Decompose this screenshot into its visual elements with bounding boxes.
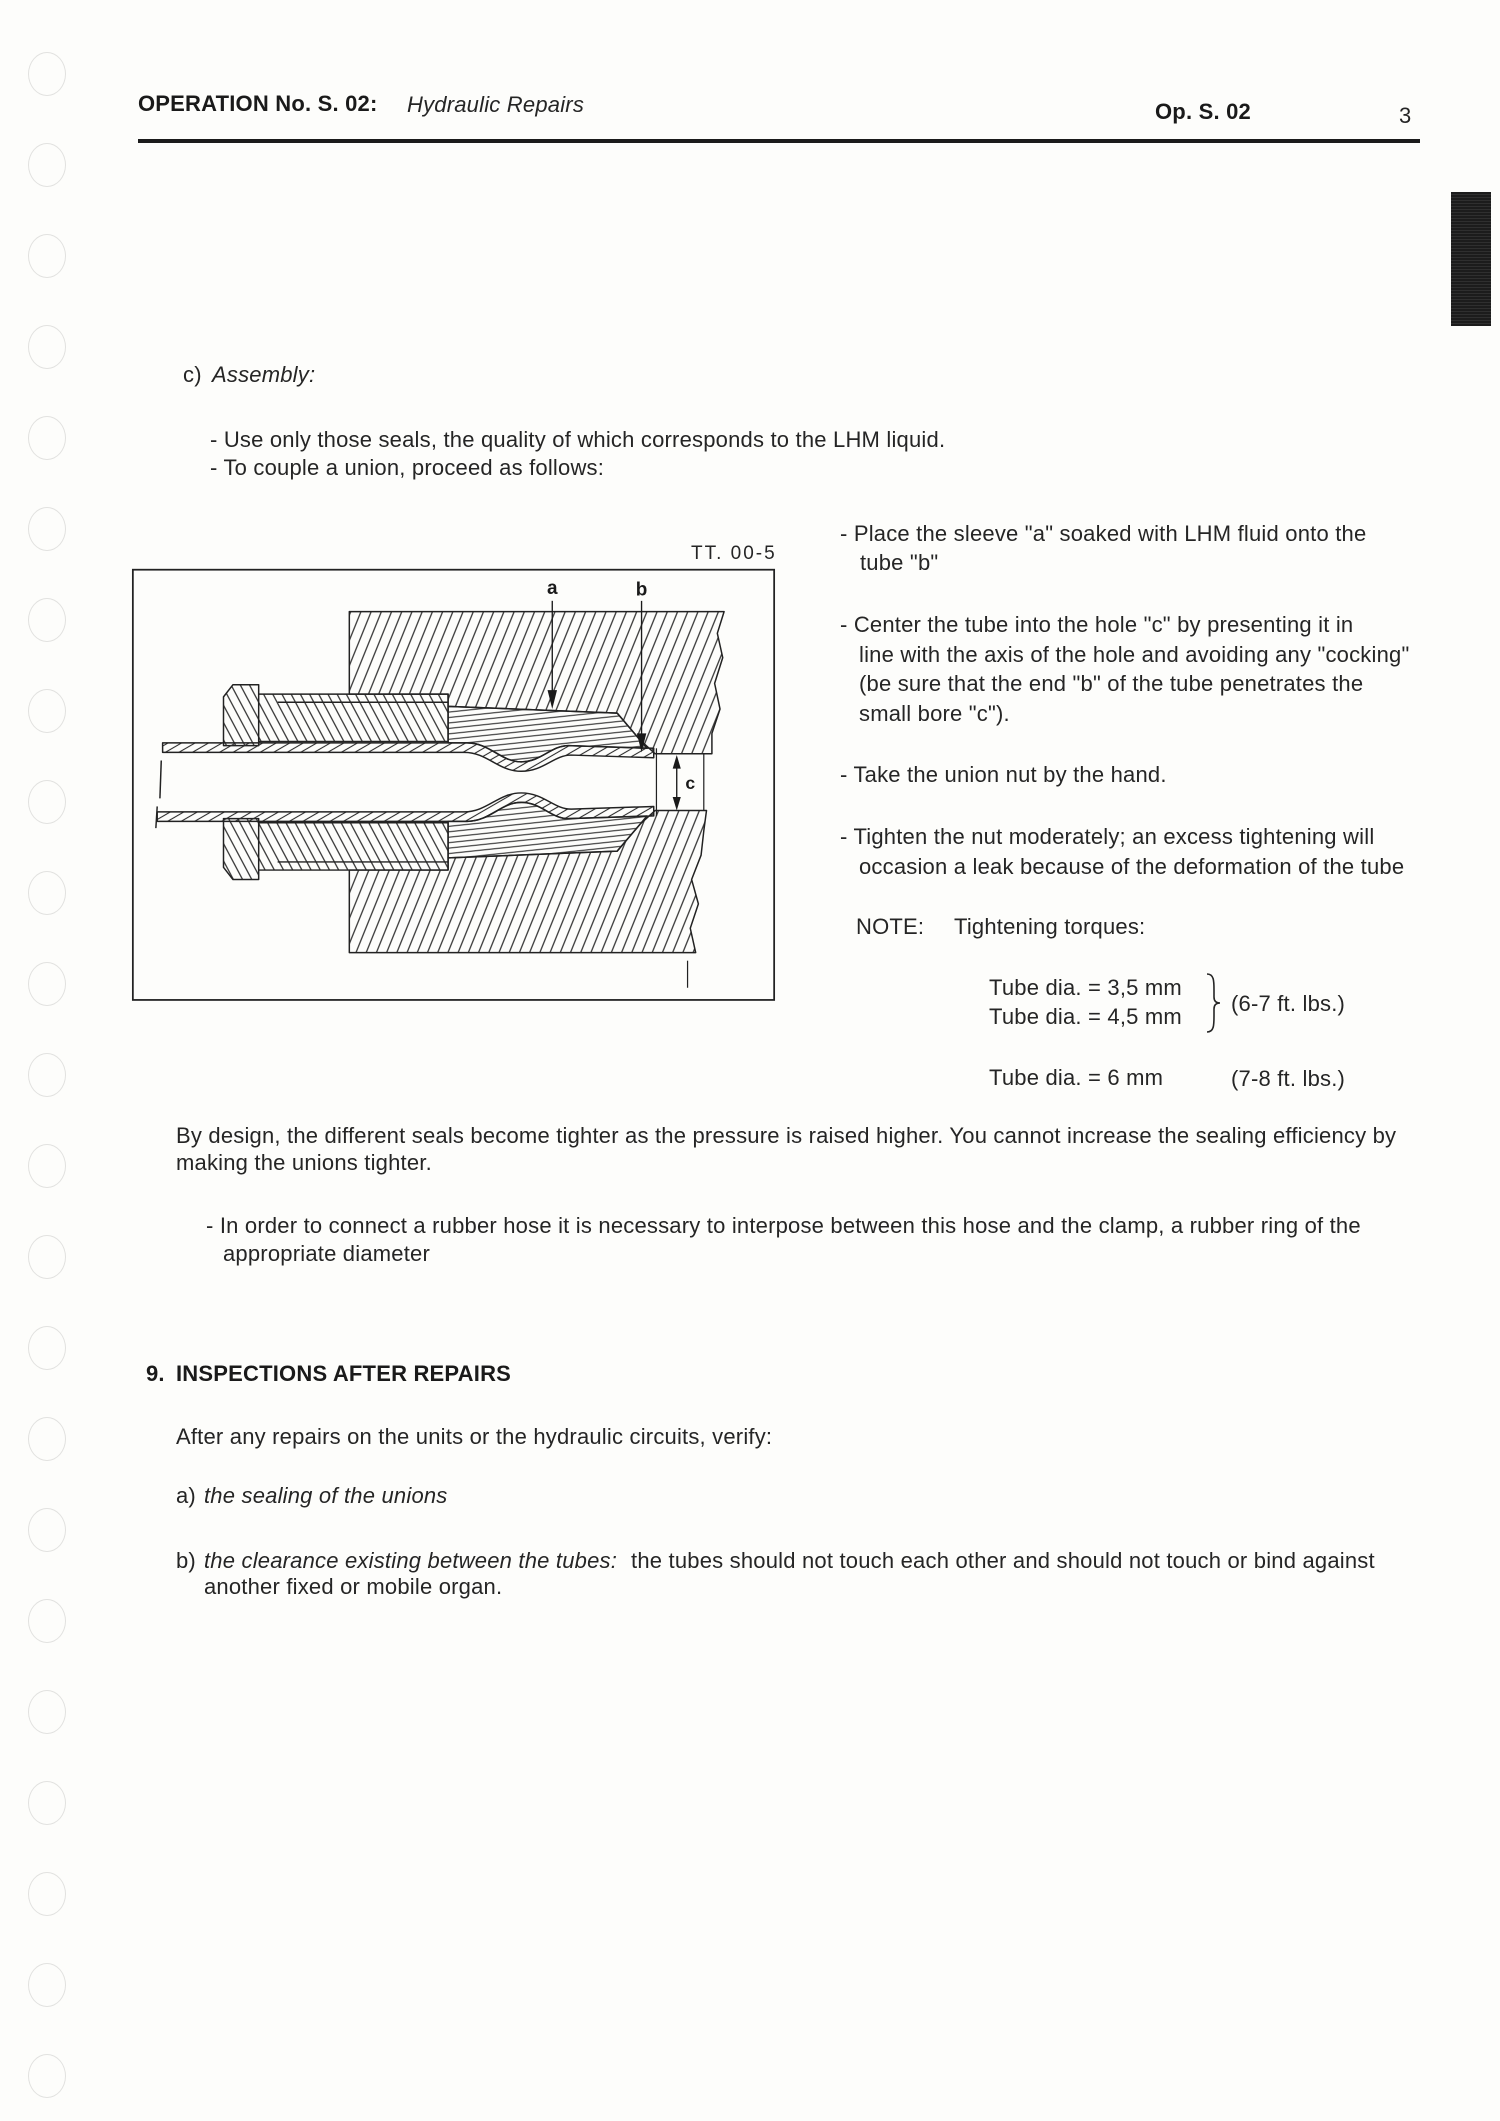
design-paragraph-line: making the unions tighter. <box>176 1150 432 1175</box>
section-title: INSPECTIONS AFTER REPAIRS <box>176 1361 512 1386</box>
step-line: occasion a leak because of the deformation of the tube <box>859 854 1405 879</box>
section-intro: After any repairs on the units or the hydraulic circuits, verify: <box>176 1424 773 1449</box>
union-body <box>349 612 724 953</box>
binder-hole <box>28 598 66 642</box>
section-number: 9. <box>146 1361 165 1386</box>
dimension-c-arrow-up <box>673 755 681 769</box>
inspection-item-emphasis: the sealing of the unions <box>204 1483 448 1508</box>
binder-hole <box>28 871 66 915</box>
page-number: 3 <box>1399 103 1412 128</box>
binder-hole <box>28 2054 66 2098</box>
dimension-c-arrow-down <box>673 797 681 811</box>
torque-tube-size: Tube dia. = 6 mm <box>989 1065 1164 1090</box>
step-line: - Tighten the nut moderately; an excess tightening will <box>840 824 1375 849</box>
binder-hole <box>28 416 66 460</box>
binder-hole <box>28 143 66 187</box>
binder-hole <box>28 1053 66 1097</box>
tube-wall-upper <box>163 743 654 771</box>
assembly-heading: Assembly: <box>212 362 316 387</box>
design-paragraph-line: By design, the different seals become tighter as the pressure is raised higher. You cannot increase the sealing efficiency by <box>176 1123 1397 1148</box>
binder-hole <box>28 1417 66 1461</box>
tube-break-line <box>160 760 161 798</box>
nut-lower <box>224 819 449 880</box>
binder-hole <box>28 1144 66 1188</box>
inspection-item-continuation: another fixed or mobile organ. <box>204 1574 503 1599</box>
union-nut <box>224 685 449 880</box>
inspection-item-emphasis: the clearance existing between the tubes: <box>204 1548 618 1573</box>
binder-hole <box>28 1235 66 1279</box>
nut-upper <box>224 685 449 746</box>
step-line: - Place the sleeve "a" soaked with LHM fluid onto the <box>840 521 1367 546</box>
brace-path <box>1207 974 1220 1032</box>
section-thumb-tab <box>1451 192 1491 326</box>
binder-hole <box>28 1508 66 1552</box>
operation-label: OPERATION No. S. 02: <box>138 91 378 116</box>
operation-title: Hydraulic Repairs <box>407 92 585 117</box>
tube-wall-lower <box>157 793 654 821</box>
hose-note-line: - In order to connect a rubber hose it is necessary to interpose between this hose and the clamp, a rubber ring of the <box>206 1213 1361 1238</box>
inspection-item-marker: b) <box>176 1548 196 1573</box>
binder-hole <box>28 325 66 369</box>
label-b: b <box>635 579 648 601</box>
binder-hole <box>28 689 66 733</box>
binder-hole <box>28 1872 66 1916</box>
step-line: - Center the tube into the hole "c" by presenting it in <box>840 612 1354 637</box>
hose-note-line: appropriate diameter <box>223 1241 431 1266</box>
note-title: Tightening torques: <box>954 914 1146 939</box>
assembly-marker: c) <box>183 362 202 387</box>
note-label: NOTE: <box>856 914 925 939</box>
label-c: c <box>685 772 696 793</box>
brace-icon <box>1203 972 1223 1034</box>
step-line: - Take the union nut by the hand. <box>840 762 1167 787</box>
binder-hole <box>28 962 66 1006</box>
binder-hole <box>28 507 66 551</box>
binder-hole <box>28 780 66 824</box>
assembly-bullet: - Use only those seals, the quality of which corresponds to the LHM liquid. <box>210 427 946 452</box>
header-rule <box>138 139 1420 143</box>
binder-hole <box>28 1326 66 1370</box>
figure-reference: TT. 00-5 <box>691 543 777 564</box>
dimension-c <box>673 755 696 810</box>
torque-value: (6-7 ft. lbs.) <box>1231 991 1346 1016</box>
sleeve <box>448 706 647 858</box>
step-line: tube "b" <box>860 550 939 575</box>
binder-hole <box>28 1781 66 1825</box>
tube-break-line <box>156 806 157 828</box>
inspection-item-text: the tubes should not touch each other and should not touch or bind against <box>631 1548 1375 1573</box>
binder-hole <box>28 1963 66 2007</box>
torque-value: (7-8 ft. lbs.) <box>1231 1066 1346 1091</box>
binder-hole <box>28 52 66 96</box>
step-line: (be sure that the end "b" of the tube penetrates the <box>859 671 1364 696</box>
union-assembly-diagram <box>130 567 777 1004</box>
operation-reference: Op. S. 02 <box>1155 99 1251 124</box>
inspection-item-marker: a) <box>176 1483 196 1508</box>
binder-hole <box>28 1690 66 1734</box>
inspection-item-line <box>204 1548 1375 1574</box>
torque-tube-size: Tube dia. = 4,5 mm <box>989 1004 1182 1029</box>
step-line: line with the axis of the hole and avoiding any "cocking" <box>859 642 1410 667</box>
torque-tube-size: Tube dia. = 3,5 mm <box>989 975 1182 1000</box>
label-a: a <box>546 578 558 600</box>
step-line: small bore "c"). <box>859 701 1010 726</box>
binder-hole <box>28 234 66 278</box>
assembly-bullet: - To couple a union, proceed as follows: <box>210 455 605 480</box>
binder-hole <box>28 1599 66 1643</box>
